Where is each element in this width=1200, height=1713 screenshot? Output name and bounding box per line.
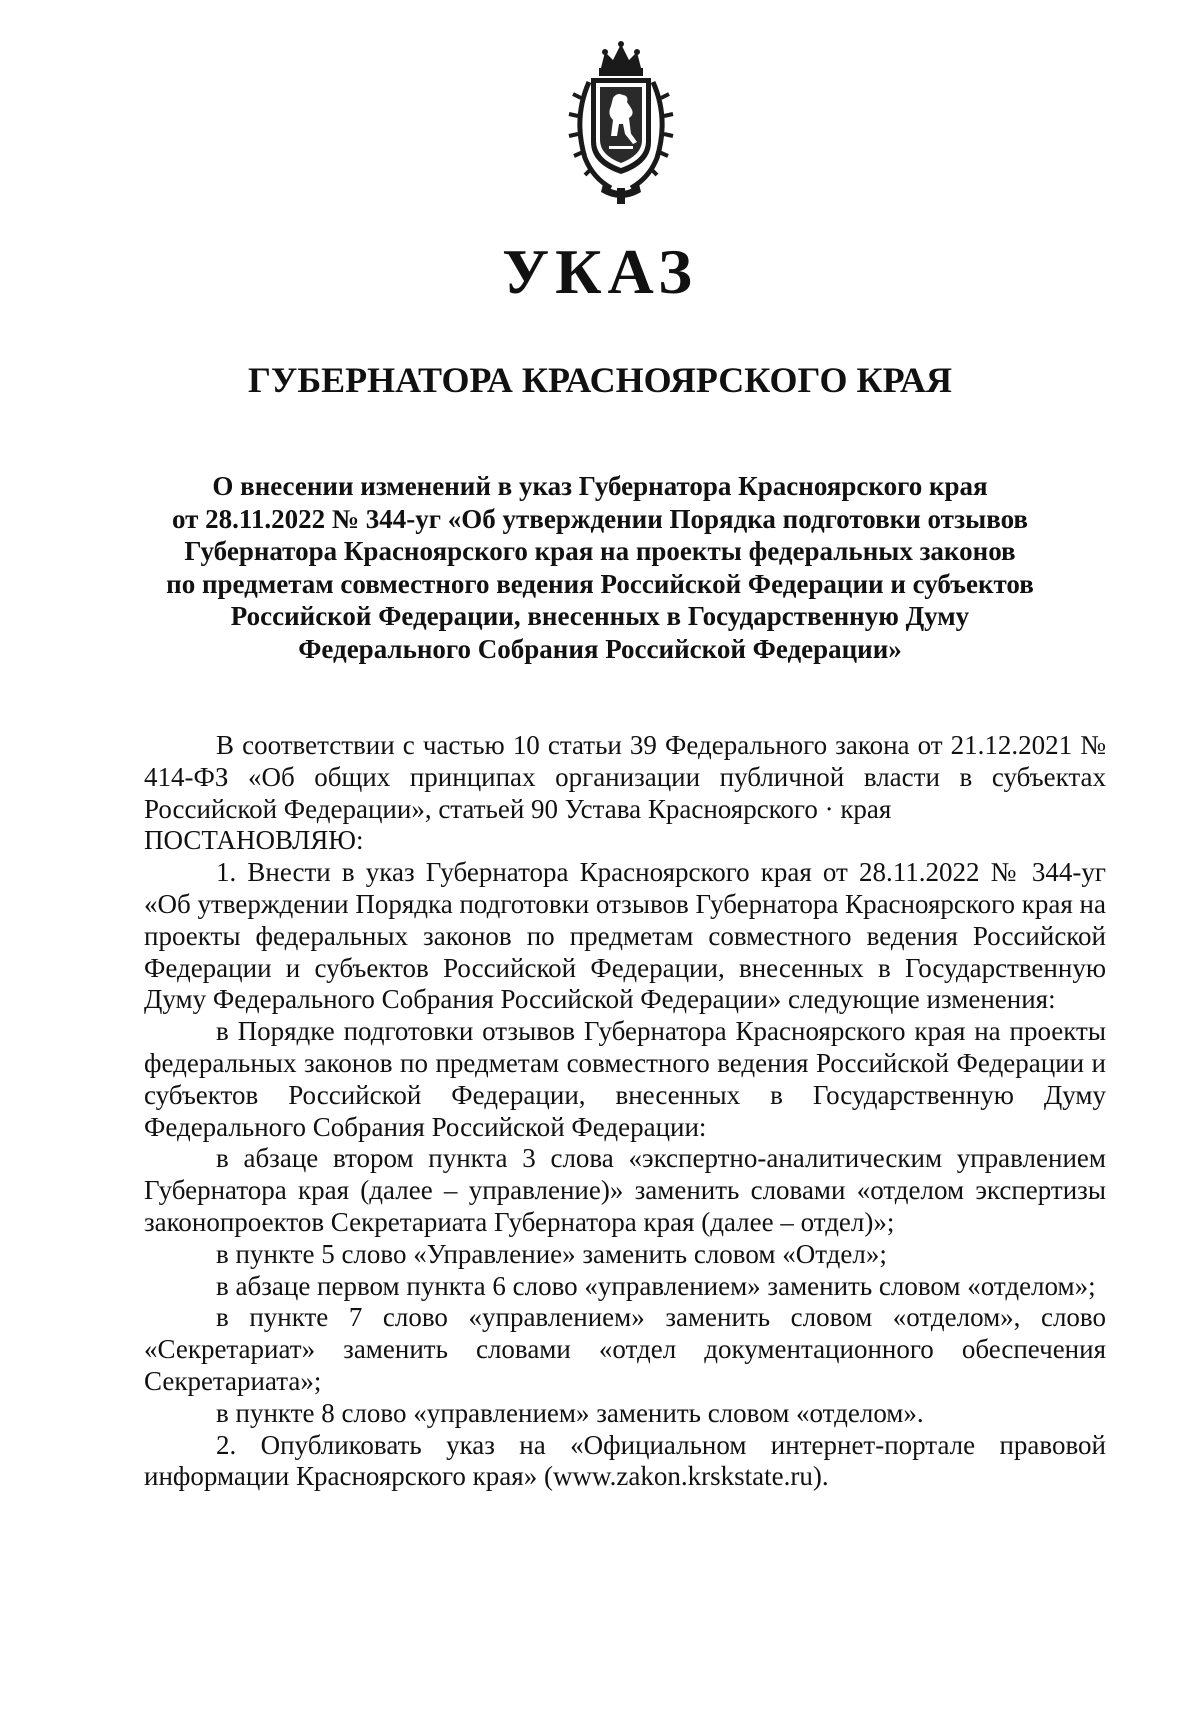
change-paragraph-1: в абзаце втором пункта 3 слова «экспертно-аналитическим управлением Губернатора края (далее – управление)» заменить словами «отделом экспертизы законопроектов Секретариата Губернатора края (далее – отдел)»; — [144, 1143, 1106, 1237]
item-1-intro-paragraph: в Порядке подготовки отзывов Губернатора Красноярского края на проекты федеральных законов по предметам совместного ведения Российской Федерации и субъектов Российской Федерации, внесенных в Государственную Думу Федерального Собрания Российской Федерации: — [144, 1016, 1106, 1142]
resolve-word: ПОСТАНОВЛЯЮ: — [144, 825, 364, 856]
preamble-paragraph: В соответствии с частью 10 статьи 39 Федерального закона от 21.12.2021 № 414-ФЗ «Об общих принципах организации публичной власти в субъектах Российской Федерации», статьей 90 Устава Красноярского · края — [144, 730, 1106, 824]
subject-line: Губернатора Красноярского края на проекты федеральных законов — [184, 536, 1016, 567]
issuer-title: ГУБЕРНАТОРА КРАСНОЯРСКОГО КРАЯ — [248, 360, 952, 400]
change-paragraph-4: в пункте 7 слово «управлением» заменить словом «отделом», слово «Секретариат» заменить словами «отдел документационного обеспечения Секретариата»; — [144, 1302, 1106, 1396]
change-paragraph-2: в пункте 5 слово «Управление» заменить словом «Отдел»; — [216, 1238, 887, 1269]
coat-of-arms-emblem — [565, 38, 677, 206]
subject-line: О внесении изменений в указ Губернатора Красноярского края — [212, 471, 988, 501]
document-body — [144, 730, 1106, 1493]
item-2-paragraph: 2. Опубликовать указ на «Официальном интернет-портале правовой информации Красноярского края» (www.zakon.krskstate.ru). — [144, 1429, 1106, 1492]
subject-line: Федерального Собрания Российской Федерации» — [298, 633, 902, 664]
document-type-title: УКАЗ — [502, 236, 698, 307]
subject-line: Российской Федерации, внесенных в Государственную Думу — [230, 601, 970, 632]
document-subject-title — [140, 470, 1060, 666]
subject-line: по предметам совместного ведения Российской Федерации и субъектов — [166, 568, 1034, 599]
subject-line: от 28.11.2022 № 344-уг «Об утверждении Порядка подготовки отзывов — [171, 503, 1029, 534]
change-paragraph-5: в пункте 8 слово «управлением» заменить словом «отделом». — [216, 1397, 924, 1428]
change-paragraph-3: в абзаце первом пункта 6 слово «управлением» заменить словом «отделом»; — [216, 1270, 1096, 1301]
item-1-paragraph: 1. Внести в указ Губернатора Красноярского края от 28.11.2022 № 344-уг «Об утверждении Порядка подготовки отзывов Губернатора Красноярского края на проекты федеральных законов по предметам совместного ведения Российской Федерации и субъектов Российской Федерации, внесенных в Государственную Думу Федерального Собрания Российской Федерации» следующие изменения: — [144, 857, 1106, 1015]
